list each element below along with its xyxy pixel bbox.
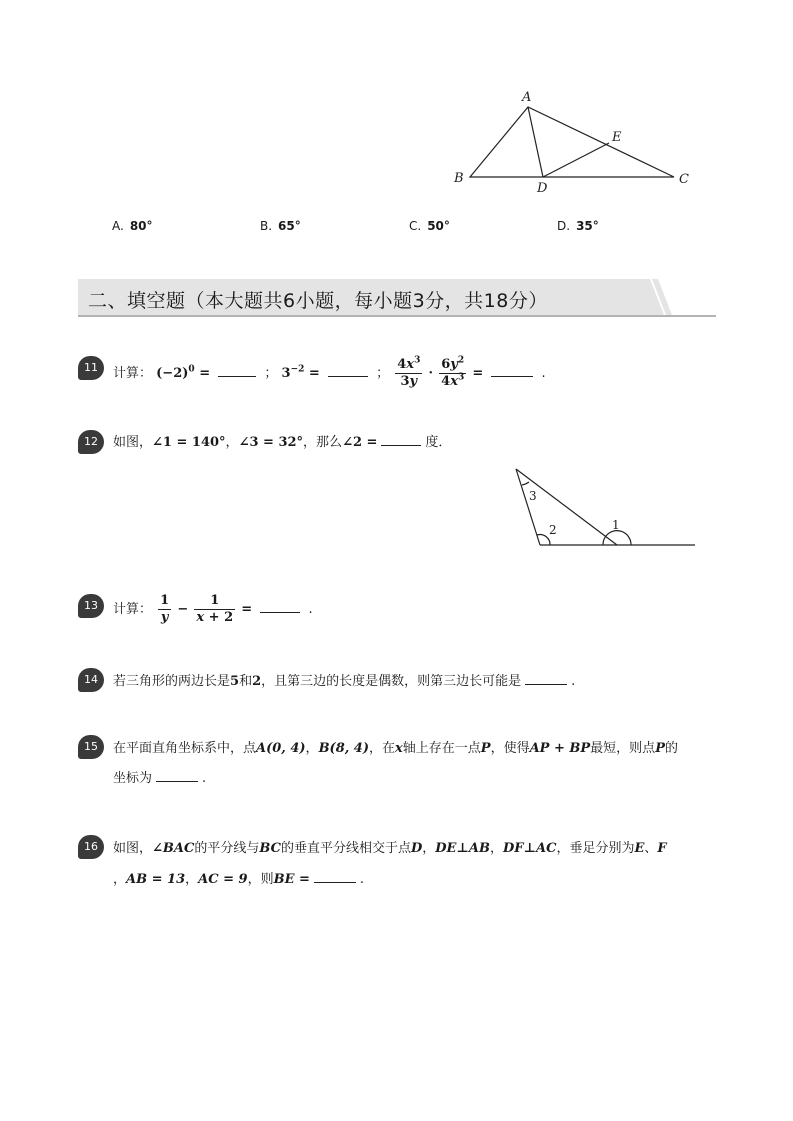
segment-de bbox=[543, 143, 609, 177]
q12-mid2: ，那么 bbox=[303, 435, 343, 450]
choice-c bbox=[409, 219, 450, 233]
q15-point-a: A(0, 4) bbox=[256, 741, 306, 756]
q13-blank[interactable] bbox=[260, 600, 300, 613]
q12-suffix: 度． bbox=[425, 435, 452, 450]
q12-angle2: ∠2 = bbox=[342, 435, 378, 450]
q13-fraction-1: $\frac{1}{y}$ bbox=[160, 593, 170, 625]
choice-b-letter: B. bbox=[260, 219, 273, 233]
q15-text6: 的 bbox=[664, 741, 678, 756]
q11-blank-3[interactable] bbox=[491, 364, 533, 377]
q15-text1: 在平面直角坐标系中，点 bbox=[113, 741, 257, 756]
q16-text2: 的平分线与 bbox=[194, 841, 260, 856]
q15-text3: 轴上存在一点 bbox=[402, 741, 481, 756]
label-c: C bbox=[679, 172, 689, 187]
question-badge-14: 14 bbox=[78, 668, 104, 692]
label-b: B bbox=[454, 171, 464, 186]
q16-point-d: D bbox=[410, 841, 423, 856]
q13-fraction-2: $\frac{1}{x + 2}$ bbox=[196, 593, 234, 625]
q14-and: 和 bbox=[239, 674, 253, 689]
q16-line2c: ，则 bbox=[247, 872, 274, 887]
side-left bbox=[516, 469, 540, 545]
q16-point-f: F bbox=[657, 841, 667, 856]
triangle-figure-1 bbox=[440, 85, 700, 195]
q16-end: . bbox=[359, 872, 365, 887]
label-angle-3: 3 bbox=[529, 489, 537, 503]
q16-eq1: AB = 13 bbox=[126, 872, 186, 887]
q15-point-p2: P bbox=[655, 741, 665, 756]
q13-prefix: 计算： bbox=[113, 602, 153, 617]
q14-n2: 2 bbox=[252, 674, 262, 689]
question-badge-11: 11 bbox=[78, 356, 104, 380]
q11-expr2: $3^{-2}$ = bbox=[281, 364, 320, 381]
label-d: D bbox=[537, 181, 548, 195]
q16-seg: BC bbox=[259, 841, 281, 856]
q11-fraction-1: $\frac{4x^3}{3y}$ bbox=[397, 355, 421, 389]
q16-text1: 如图， bbox=[113, 841, 153, 856]
q14-text2: ，且第三边的长度是偶数，则第三边长可能是 bbox=[261, 674, 522, 689]
q16-blank[interactable] bbox=[314, 870, 356, 883]
q14-end: . bbox=[571, 674, 576, 689]
q16-line2b: ， bbox=[185, 872, 199, 887]
question-13: 计算： $\frac{1}{y}$ − $\frac{1}{x + 2}$ = . bbox=[113, 593, 313, 625]
question-12 bbox=[113, 432, 451, 454]
q11-sep2: ； bbox=[376, 366, 390, 381]
q12-blank[interactable] bbox=[381, 433, 421, 446]
choice-a-value: 80° bbox=[129, 219, 153, 233]
q12-angle1: ∠1 = 140° bbox=[152, 435, 226, 450]
arc-angle-3 bbox=[522, 482, 529, 485]
q13-end: . bbox=[308, 602, 313, 617]
q15-end: . bbox=[202, 771, 207, 786]
triangle-abc bbox=[470, 107, 674, 177]
q11-fraction-2: $\frac{6y^2}{4x^3}$ bbox=[441, 355, 465, 389]
question-16-line-2 bbox=[113, 869, 364, 891]
q16-text5: ， bbox=[490, 841, 504, 856]
question-badge-13: 13 bbox=[78, 594, 104, 618]
choice-c-letter: C. bbox=[409, 219, 422, 233]
q16-text7: 、 bbox=[644, 841, 658, 856]
label-a: A bbox=[522, 90, 532, 105]
q16-text6: ，垂足分别为 bbox=[556, 841, 635, 856]
choice-c-value: 50° bbox=[427, 219, 450, 233]
q15-axis: x bbox=[395, 741, 403, 756]
q11-sep1: ； bbox=[264, 366, 278, 381]
q11-blank-2[interactable] bbox=[328, 364, 368, 377]
q16-eq2: AC = 9 bbox=[198, 872, 248, 887]
choice-b bbox=[260, 219, 301, 233]
q14-text1: 若三角形的两边长是 bbox=[113, 674, 231, 689]
angle-figure-2 bbox=[505, 460, 705, 555]
q16-angle: ∠BAC bbox=[152, 841, 195, 856]
question-15-line-2 bbox=[113, 768, 206, 790]
q16-perp1: DE⊥AB bbox=[435, 841, 490, 856]
q15-blank[interactable] bbox=[156, 769, 198, 782]
q12-prefix: 如图， bbox=[113, 435, 153, 450]
q16-eq3: BE = bbox=[273, 872, 310, 887]
question-15 bbox=[113, 738, 678, 760]
q16-line2a: ， bbox=[113, 872, 127, 887]
question-14 bbox=[113, 671, 575, 693]
q15-text2: ，在 bbox=[369, 741, 396, 756]
q16-point-e: E bbox=[634, 841, 645, 856]
q11-blank-1[interactable] bbox=[218, 364, 256, 377]
segment-ad bbox=[528, 107, 543, 177]
q15-comma: ， bbox=[305, 741, 319, 756]
question-badge-15: 15 bbox=[78, 735, 104, 759]
side-right bbox=[516, 469, 617, 545]
question-badge-12: 12 bbox=[78, 430, 104, 454]
q12-angle3: ∠3 = 32° bbox=[238, 435, 304, 450]
q15-text5: 最短，则点 bbox=[590, 741, 656, 756]
q15-expr: AP + BP bbox=[529, 741, 591, 756]
q11-prefix: 计算： bbox=[113, 366, 153, 381]
q16-text4: ， bbox=[422, 841, 436, 856]
choice-d bbox=[557, 219, 599, 233]
question-badge-16: 16 bbox=[78, 835, 104, 859]
q15-point-b: B(8, 4) bbox=[318, 741, 369, 756]
q11-expr1: $(-2)^0$ = bbox=[156, 364, 211, 381]
section-title: 二、填空题（本大题共6小题，每小题3分，共18分） bbox=[88, 290, 548, 312]
choice-a bbox=[112, 219, 153, 233]
q11-end: . bbox=[541, 366, 546, 381]
question-16 bbox=[113, 838, 667, 860]
label-angle-2: 2 bbox=[549, 523, 557, 537]
choice-d-value: 35° bbox=[576, 219, 599, 233]
label-angle-1: 1 bbox=[612, 518, 620, 532]
choice-b-value: 65° bbox=[278, 219, 301, 233]
q14-blank[interactable] bbox=[525, 672, 567, 685]
q14-n1: 5 bbox=[230, 674, 240, 689]
q15-point-p: P bbox=[480, 741, 491, 756]
question-11: 计算： $(-2)^0$ = ； $3^{-2}$ = ； $\frac{4x^3}{3y}$ · $\frac{6y^2}{4x^3}$ = . bbox=[113, 355, 546, 389]
label-e: E bbox=[612, 130, 622, 145]
q15-text4: ，使得 bbox=[490, 741, 530, 756]
q16-perp2: DF⊥AC bbox=[503, 841, 557, 856]
q15-line2: 坐标为 bbox=[113, 771, 153, 786]
choice-a-letter: A. bbox=[112, 219, 124, 233]
choice-d-letter: D. bbox=[557, 219, 571, 233]
q12-mid1: ， bbox=[225, 435, 239, 450]
q16-text3: 的垂直平分线相交于点 bbox=[280, 841, 411, 856]
